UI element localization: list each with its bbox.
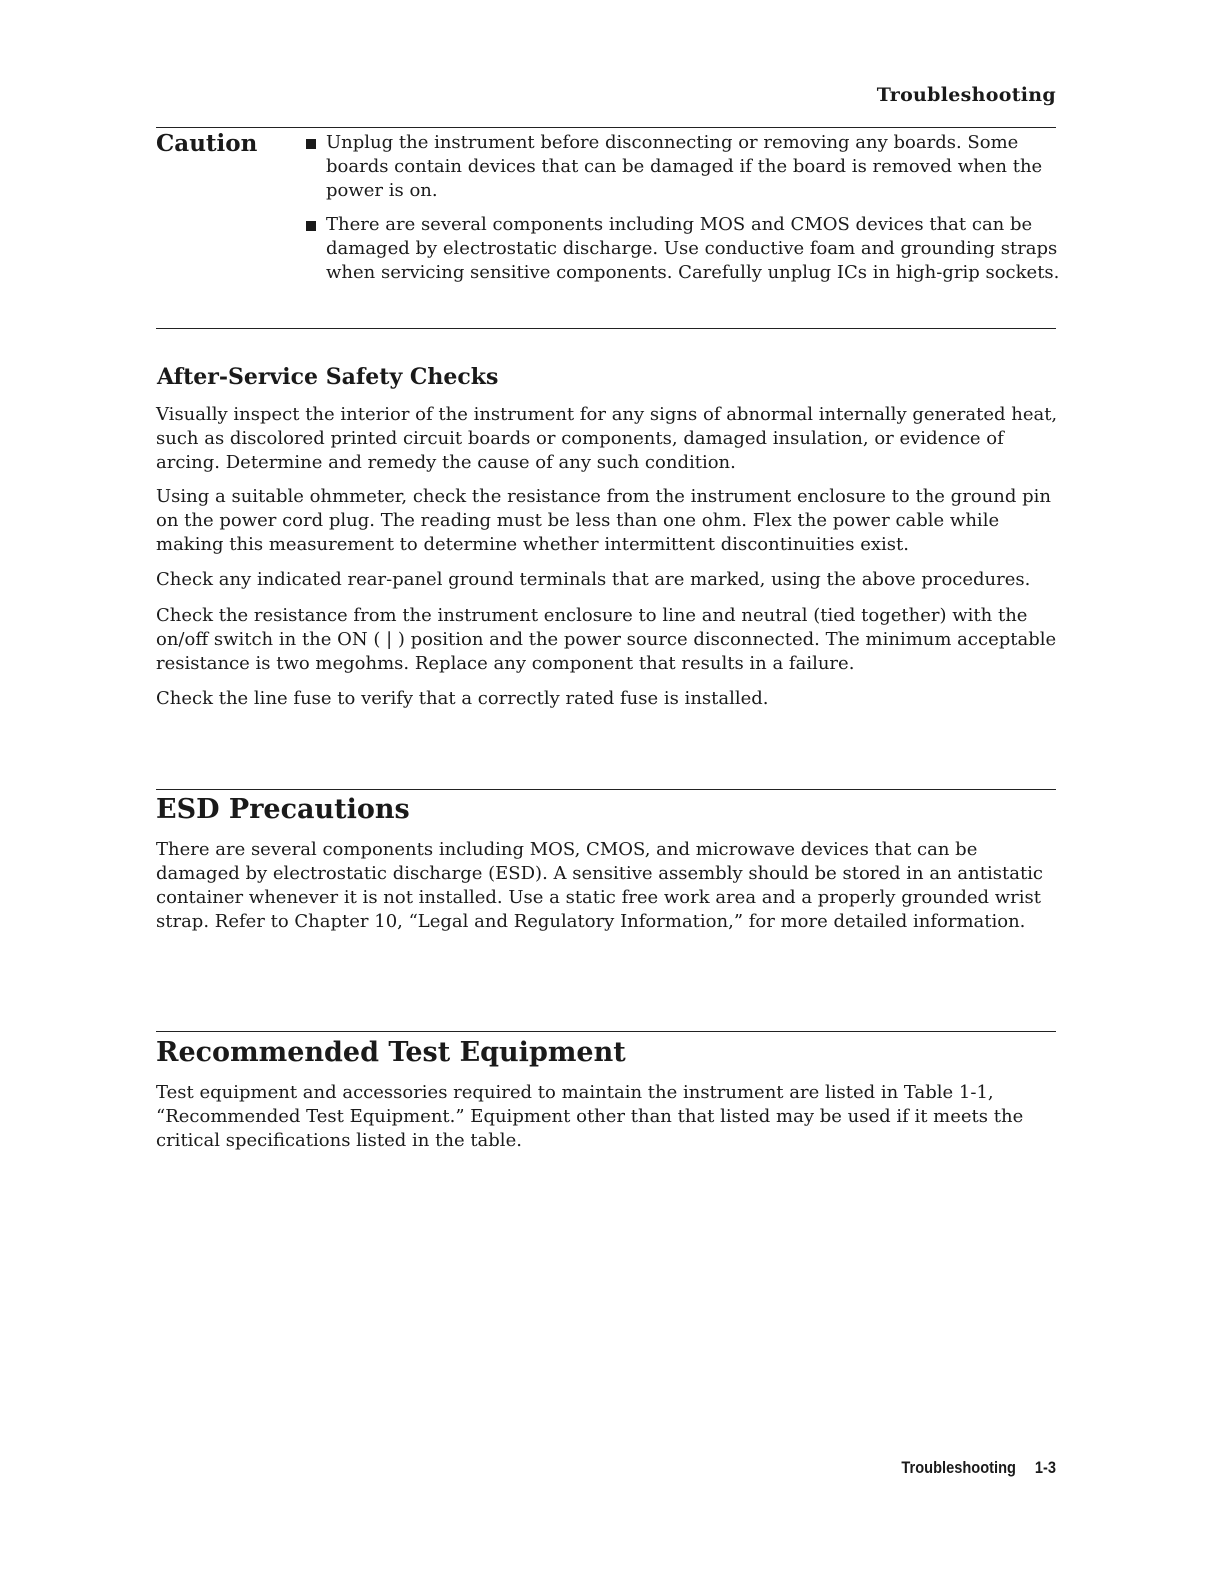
after-service-paragraph: Using a suitable ohmmeter, check the resistance from the instrument enclosure to the ground pin on the power cord plug. The reading must be less than one ohm. Flex the power cable while making this measurement to determine whether intermittent discontinuities exist. (156, 486, 1051, 555)
page-number: 1-3 (1034, 1458, 1056, 1477)
caution-list (306, 131, 1062, 295)
caution-item (306, 131, 1062, 203)
equipment-heading: Recommended Test Equipment (156, 1037, 626, 1068)
square-bullet-icon (306, 139, 316, 149)
caution-item-text: There are several components including MOS and CMOS devices that can be damaged by electrostatic discharge. Use conductive foam and grounding straps when servicing sensitive components. Carefully unplug ICs in high-grip sockets. (326, 214, 1060, 283)
equipment-paragraph: Test equipment and accessories required to maintain the instrument are listed in Table 1-1, “Recommended Test Equipment.” Equipment other than that listed may be used if it meets the critical specifications listed in the table. (156, 1082, 1024, 1151)
esd-paragraph: There are several components including MOS, CMOS, and microwave devices that can be damaged by electrostatic discharge (ESD). A sensitive assembly should be stored in an antistatic container whenever it is not installed. Use a static free work area and a properly grounded wrist strap. Refer to Chapter 10, “Legal and Regulatory Information,” for more detailed information. (156, 839, 1044, 932)
after-service-heading: After-Service Safety Checks (157, 364, 499, 390)
square-bullet-icon (306, 221, 316, 231)
page-footer (819, 1458, 1056, 1478)
caution-item-text: Unplug the instrument before disconnecting or removing any boards. Some boards contain devices that can be damaged if the board is removed when the power is on. (326, 132, 1043, 201)
after-service-paragraph: Check the resistance from the instrument enclosure to line and neutral (tied together) with the on/off switch in the ON ( | ) position and the power source disconnected. The minimum acceptable resistance is two megohms. Replace any component that results in a failure. (156, 605, 1057, 674)
caution-label: Caution (156, 130, 258, 157)
caution-item (306, 213, 1062, 285)
caution-top-rule (156, 127, 1056, 128)
equipment-section-rule (156, 1031, 1056, 1032)
esd-heading: ESD Precautions (156, 794, 410, 825)
esd-section-rule (156, 789, 1056, 790)
after-service-paragraph: Check any indicated rear-panel ground terminals that are marked, using the above procedures. (156, 569, 1031, 590)
after-service-paragraph: Check the line fuse to verify that a correctly rated fuse is installed. (156, 688, 769, 709)
footer-section: Troubleshooting (901, 1458, 1016, 1477)
caution-bottom-rule (156, 328, 1056, 329)
running-header-title: Troubleshooting (876, 84, 1056, 106)
after-service-paragraph: Visually inspect the interior of the instrument for any signs of abnormal internally generated heat, such as discolored printed circuit boards or components, damaged insulation, or evidence of arcing. Determine and remedy the cause of any such condition. (156, 404, 1058, 473)
